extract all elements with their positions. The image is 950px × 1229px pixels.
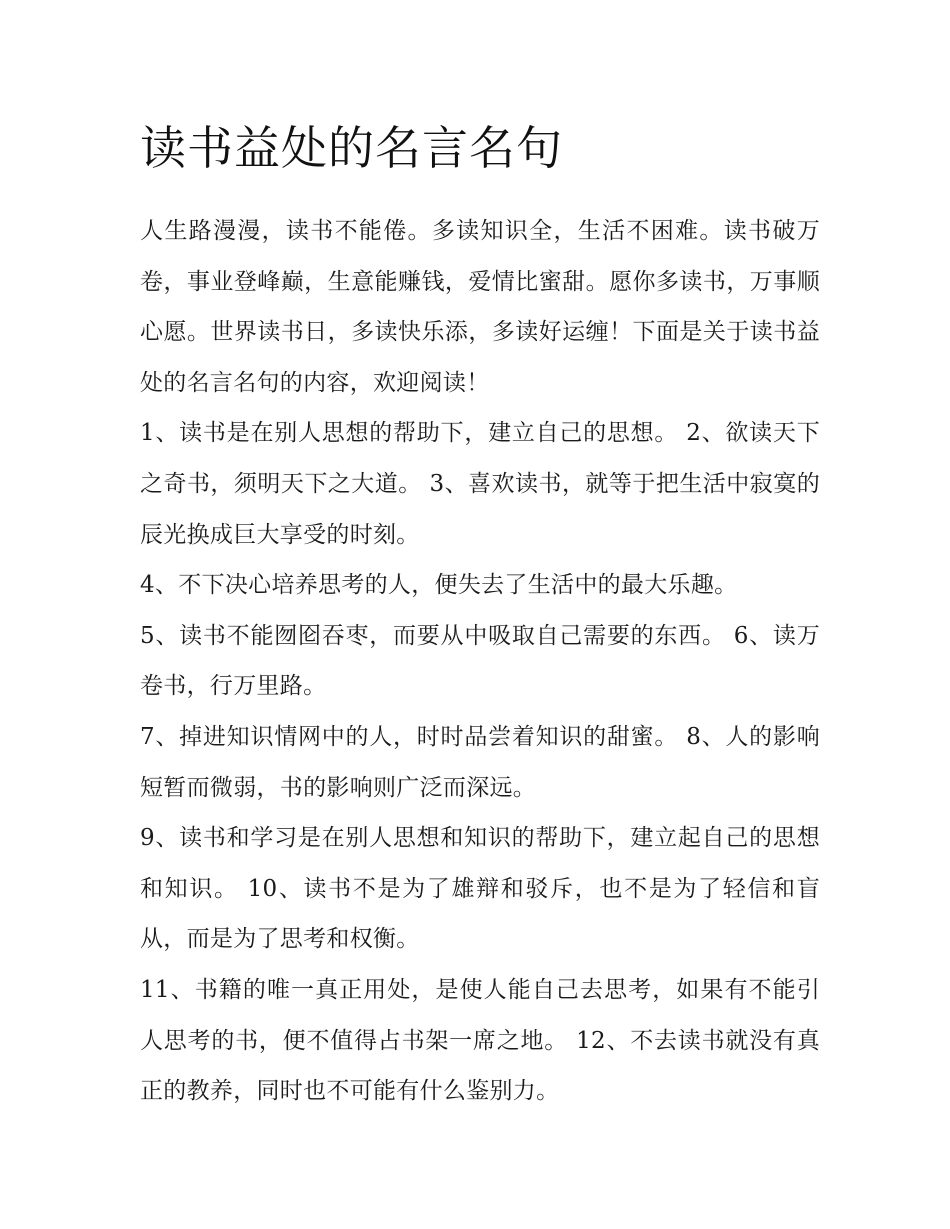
intro-paragraph: 人生路漫漫，读书不能倦。多读知识全，生活不困难。读书破万卷，事业登峰巅，生意能赚钱，爱情比蜜甜。愿你多读书，万事顺心愿。世界读书日，多读快乐添，多读好运缠！下面是关于读书益处的名言名句的内容，欢迎阅读！ — [140, 218, 820, 396]
quote-paragraph-7-8: 7、掉进知识情网中的人，时时品尝着知识的甜蜜。 8、人的影响短暂而微弱，书的影响则广泛而深远。 — [140, 723, 820, 801]
quote-paragraph-4: 4、不下决心培养思考的人，便失去了生活中的最大乐趣。 — [140, 572, 738, 599]
document-body — [140, 112, 820, 1117]
quote-paragraph-9-10: 9、读书和学习是在别人思想和知识的帮助下，建立起自己的思想和知识。 10、读书不是为了雄辩和驳斥，也不是为了轻信和盲从，而是为了思考和权衡。 — [140, 825, 820, 953]
quote-paragraph-1-3: 1、读书是在别人思想的帮助下，建立自己的思想。 2、欲读天下之奇书，须明天下之大道。 3、喜欢读书，就等于把生活中寂寞的辰光换成巨大享受的时刻。 — [140, 420, 820, 548]
quote-paragraph-5-6: 5、读书不能囫囵吞枣，而要从中吸取自己需要的东西。 6、读万卷书，行万里路。 — [140, 622, 820, 700]
quote-paragraph-11-12: 11、书籍的唯一真正用处，是使人能自己去思考，如果有不能引人思考的书，便不值得占书架一席之地。 12、不去读书就没有真正的教养，同时也不可能有什么鉴别力。 — [140, 976, 820, 1105]
document-title: 读书益处的名言名句 — [140, 121, 563, 175]
